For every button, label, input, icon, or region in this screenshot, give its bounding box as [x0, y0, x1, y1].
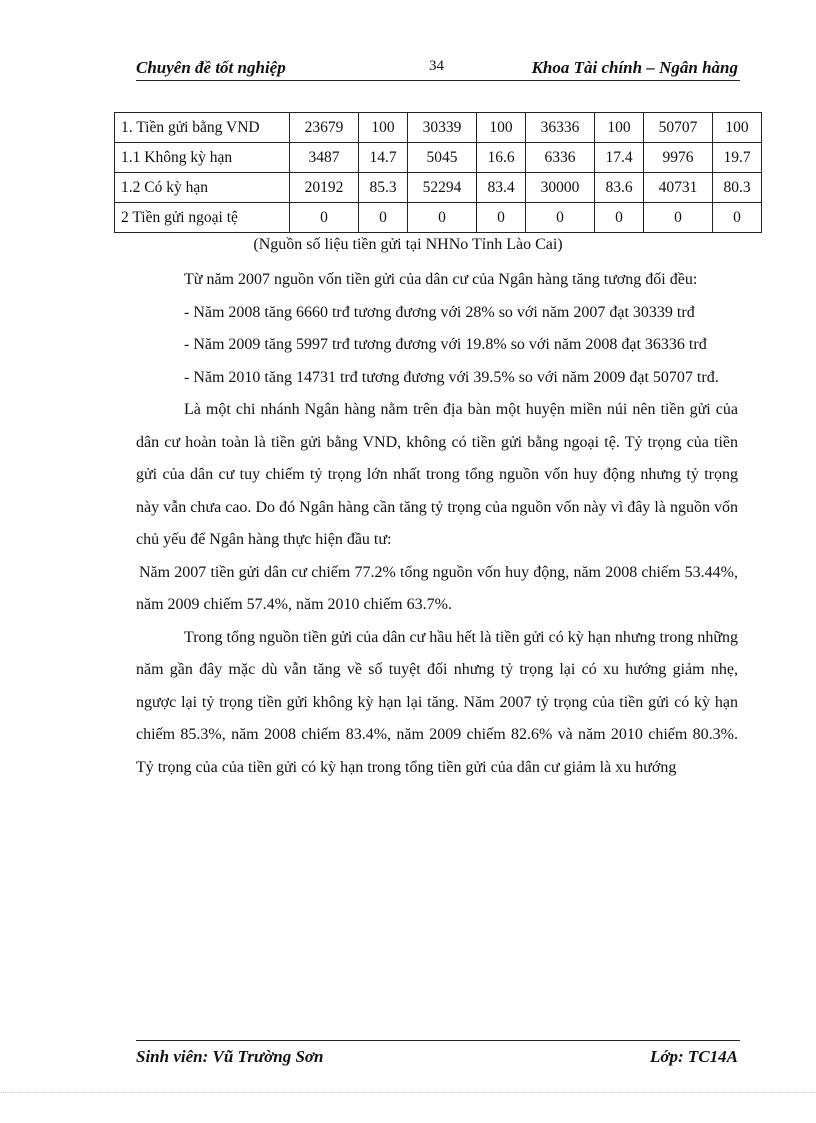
table-cell: 16.6	[477, 143, 526, 173]
table-cell: 36336	[525, 113, 594, 143]
table-cell: 0	[595, 203, 644, 233]
table-cell: 0	[643, 203, 712, 233]
table-row	[115, 173, 762, 203]
paragraph-2009: - Năm 2009 tăng 5997 trđ tương đương với 19.8% so với năm 2008 đạt 36336 trđ	[184, 336, 707, 353]
table-cell: 23679	[290, 113, 359, 143]
table-cell: 19.7	[713, 143, 762, 173]
table-cell: 100	[713, 113, 762, 143]
table-cell: 14.7	[359, 143, 408, 173]
paragraph-2008: - Năm 2008 tăng 6660 trđ tương đương với 28% so với năm 2007 đạt 30339 trđ	[184, 303, 695, 321]
table-row	[115, 113, 762, 143]
paragraph-term-deposits: Trong tổng nguồn tiền gửi của dân cư hầu hết là tiền gửi có kỳ hạn nhưng trong những năm gần đây mặc dù vẫn tăng về số tuyệt đối nhưng tỷ trọng lại có xu hướng giảm nhẹ, ngược lại tỷ trọng tiền gửi không kỳ hạn lại tăng. Năm 2007 tỷ trọng của tiền gửi có kỳ hạn chiếm 85.3%, năm 2008 chiếm 83.4%, năm 2009 chiếm 82.6% và năm 2010 chiếm 80.3%. Tỷ trọng của của tiền gửi có kỳ hạn trong tổng tiền gửi của dân cư giảm là xu hướng	[136, 628, 738, 776]
table-row	[115, 203, 762, 233]
table-cell: 0	[290, 203, 359, 233]
header-faculty: Khoa Tài chính – Ngân hàng	[531, 58, 738, 77]
page-number: 34	[429, 58, 444, 74]
table-cell: 83.6	[595, 173, 644, 203]
table-cell: 9976	[643, 143, 712, 173]
table-cell: 0	[713, 203, 762, 233]
table-cell: 40731	[643, 173, 712, 203]
row-label: 2 Tiền gửi ngoại tệ	[115, 203, 290, 233]
page-header	[136, 58, 740, 81]
table-row	[115, 143, 762, 173]
table-cell: 6336	[525, 143, 594, 173]
table-source-caption: (Nguồn số liệu tiền gửi tại NHNo Tỉnh Lào Cai)	[253, 236, 563, 253]
page-footer	[136, 1040, 740, 1069]
table-cell: 0	[359, 203, 408, 233]
paragraph-share: Năm 2007 tiền gửi dân cư chiếm 77.2% tổng nguồn vốn huy động, năm 2008 chiếm 53.44%, năm 2009 chiếm 57.4%, năm 2010 chiếm 63.7%.	[136, 563, 738, 613]
table-cell: 3487	[290, 143, 359, 173]
table-cell: 100	[359, 113, 408, 143]
table-cell: 100	[595, 113, 644, 143]
footer-class: Lớp: TC14A	[650, 1047, 738, 1066]
page-bottom-divider	[0, 1092, 816, 1093]
table-cell: 0	[525, 203, 594, 233]
table-cell: 83.4	[477, 173, 526, 203]
row-label: 1.1 Không kỳ hạn	[115, 143, 290, 173]
table-cell: 5045	[407, 143, 476, 173]
table-cell: 20192	[290, 173, 359, 203]
row-label: 1. Tiền gửi bằng VND	[115, 113, 290, 143]
table-cell: 0	[407, 203, 476, 233]
table-cell: 52294	[407, 173, 476, 203]
table-cell: 80.3	[713, 173, 762, 203]
table-cell: 30339	[407, 113, 476, 143]
table-cell: 0	[477, 203, 526, 233]
paragraph-intro: Từ năm 2007 nguồn vốn tiền gửi của dân cư của Ngân hàng tăng tương đối đều:	[184, 271, 698, 288]
table-cell: 85.3	[359, 173, 408, 203]
footer-student: Sinh viên: Vũ Trường Sơn	[136, 1047, 324, 1066]
body-text	[136, 264, 738, 784]
deposit-table	[114, 112, 762, 233]
table-cell: 100	[477, 113, 526, 143]
table-cell: 30000	[525, 173, 594, 203]
table-cell: 17.4	[595, 143, 644, 173]
paragraph-branch: Là một chi nhánh Ngân hàng nằm trên địa bàn một huyện miền núi nên tiền gửi của dân cư hoàn toàn là tiền gửi bằng VND, không có tiền gửi bằng ngoại tệ. Tỷ trọng của tiền gửi của dân cư tuy chiếm tỷ trọng lớn nhất trong tổng nguồn vốn huy động nhưng tỷ trọng này vẫn chưa cao. Do đó Ngân hàng cần tăng tỷ trọng của nguồn vốn này vì đây là nguồn vốn chủ yếu để Ngân hàng thực hiện đầu tư:	[136, 401, 738, 548]
row-label: 1.2 Có kỳ hạn	[115, 173, 290, 203]
header-document-type: Chuyên đề tốt nghiệp	[136, 58, 286, 77]
paragraph-2010: - Năm 2010 tăng 14731 trđ tương đương với 39.5% so với năm 2009 đạt 50707 trđ.	[184, 368, 719, 386]
table-cell: 50707	[643, 113, 712, 143]
